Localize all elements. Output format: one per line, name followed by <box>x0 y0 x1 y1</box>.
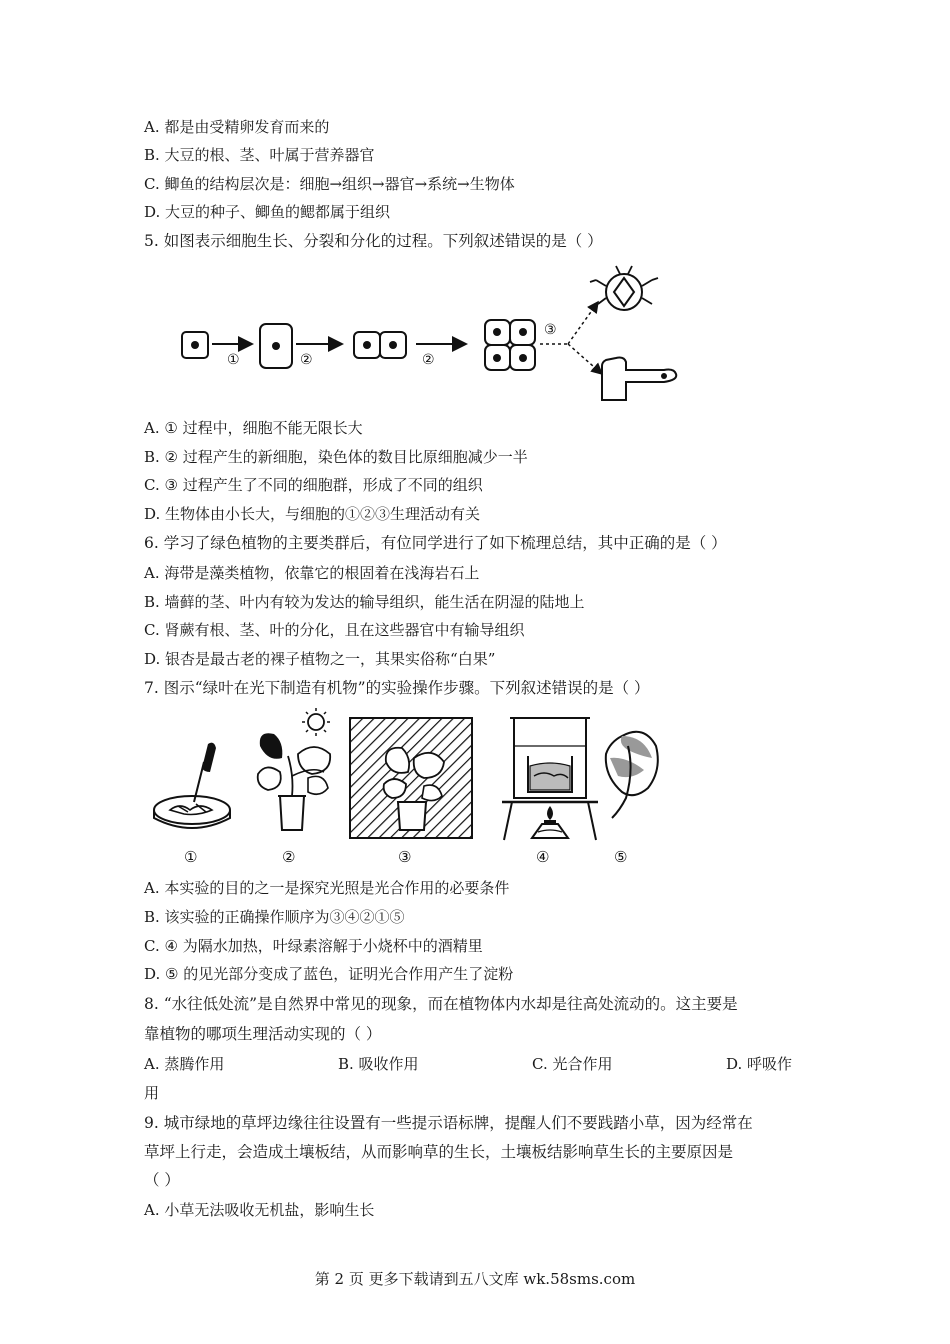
q6-option-a: A. 海带是藻类植物，依靠它的根固着在浅海岩石上 <box>144 564 480 582</box>
q5-stem: 5. 如图表示细胞生长、分裂和分化的过程。下列叙述错误的是（ ） <box>144 232 603 250</box>
process-label-2a: ② <box>300 352 313 368</box>
q8-option-b: B. 吸收作用 <box>338 1055 419 1073</box>
step2-plant-sun <box>258 708 330 830</box>
q6-stem: 6. 学习了绿色植物的主要类群后，有位同学进行了如下梳理总结，其中正确的是（ ） <box>144 534 727 552</box>
process-label-1: ① <box>227 352 240 368</box>
page-footer: 第 2 页 更多下载请到五八文库 wk.58sms.com <box>314 1270 636 1288</box>
q6-option-d: D. 银杏是最古老的裸子植物之一，其果实俗称“白果” <box>144 650 496 668</box>
q8-option-d-wrap: 用 <box>144 1084 160 1102</box>
q4-option-d: D. 大豆的种子、鲫鱼的鳃都属于组织 <box>144 203 391 221</box>
step4-water-bath <box>502 718 598 840</box>
photosynthesis-experiment-diagram <box>148 706 678 871</box>
q9-stem-line3: （ ） <box>144 1171 180 1189</box>
q7-option-b: B. 该实验的正确操作顺序为③④②①⑤ <box>144 908 405 926</box>
q8-option-d: D. 呼吸作 <box>726 1055 793 1073</box>
q4-option-c: C. 鲫鱼的结构层次是：细胞→组织→器官→系统→生物体 <box>144 175 515 193</box>
step3-dark-box <box>350 718 472 838</box>
q8-option-a: A. 蒸腾作用 <box>144 1055 225 1073</box>
step-label-5: ⑤ <box>614 848 628 866</box>
q7-option-d: D. ⑤ 的见光部分变成了蓝色，证明光合作用产生了淀粉 <box>144 965 514 983</box>
step-label-2: ② <box>282 848 296 866</box>
process-label-2b: ② <box>422 352 435 368</box>
q8-option-c: C. 光合作用 <box>532 1055 613 1073</box>
cell-process-diagram <box>170 258 690 408</box>
q4-option-a: A. 都是由受精卵发育而来的 <box>144 118 330 136</box>
q9-stem-line1: 9. 城市绿地的草坪边缘往往设置有一些提示语标牌，提醒人们不要践踏小草，因为经常在 <box>144 1114 753 1132</box>
q8-stem-line2: 靠植物的哪项生理活动实现的（ ） <box>144 1025 382 1043</box>
step-label-3: ③ <box>398 848 412 866</box>
step-label-1: ① <box>184 848 198 866</box>
q7-stem: 7. 图示“绿叶在光下制造有机物”的实验操作步骤。下列叙述错误的是（ ） <box>144 679 650 697</box>
q7-option-a: A. 本实验的目的之一是探究光照是光合作用的必要条件 <box>144 879 510 897</box>
q5-option-c: C. ③ 过程产生了不同的细胞群，形成了不同的组织 <box>144 476 483 494</box>
q6-option-c: C. 肾蕨有根、茎、叶的分化，且在这些器官中有输导组织 <box>144 621 525 639</box>
q6-option-b: B. 墙藓的茎、叶内有较为发达的输导组织，能生活在阴湿的陆地上 <box>144 593 585 611</box>
process-label-3: ③ <box>544 322 557 338</box>
q7-option-c: C. ④ 为隔水加热，叶绿素溶解于小烧杯中的酒精里 <box>144 937 483 955</box>
step1-dish-dropper <box>154 743 230 828</box>
q4-option-b: B. 大豆的根、茎、叶属于营养器官 <box>144 146 375 164</box>
q9-stem-line2: 草坪上行走，会造成土壤板结，从而影响草的生长，土壤板结影响草生长的主要原因是 <box>144 1143 734 1161</box>
q5-option-a: A. ① 过程中，细胞不能无限长大 <box>144 419 363 437</box>
step5-leaf <box>606 732 658 818</box>
q8-stem-line1: 8. “水往低处流”是自然界中常见的现象，而在植物体内水却是往高处流动的。这主要是 <box>144 995 738 1013</box>
q9-option-a: A. 小草无法吸收无机盐，影响生长 <box>144 1201 375 1219</box>
q5-option-d: D. 生物体由小长大，与细胞的①②③生理活动有关 <box>144 505 481 523</box>
q5-option-b: B. ② 过程产生的新细胞，染色体的数目比原细胞减少一半 <box>144 448 528 466</box>
step-label-4: ④ <box>536 848 550 866</box>
